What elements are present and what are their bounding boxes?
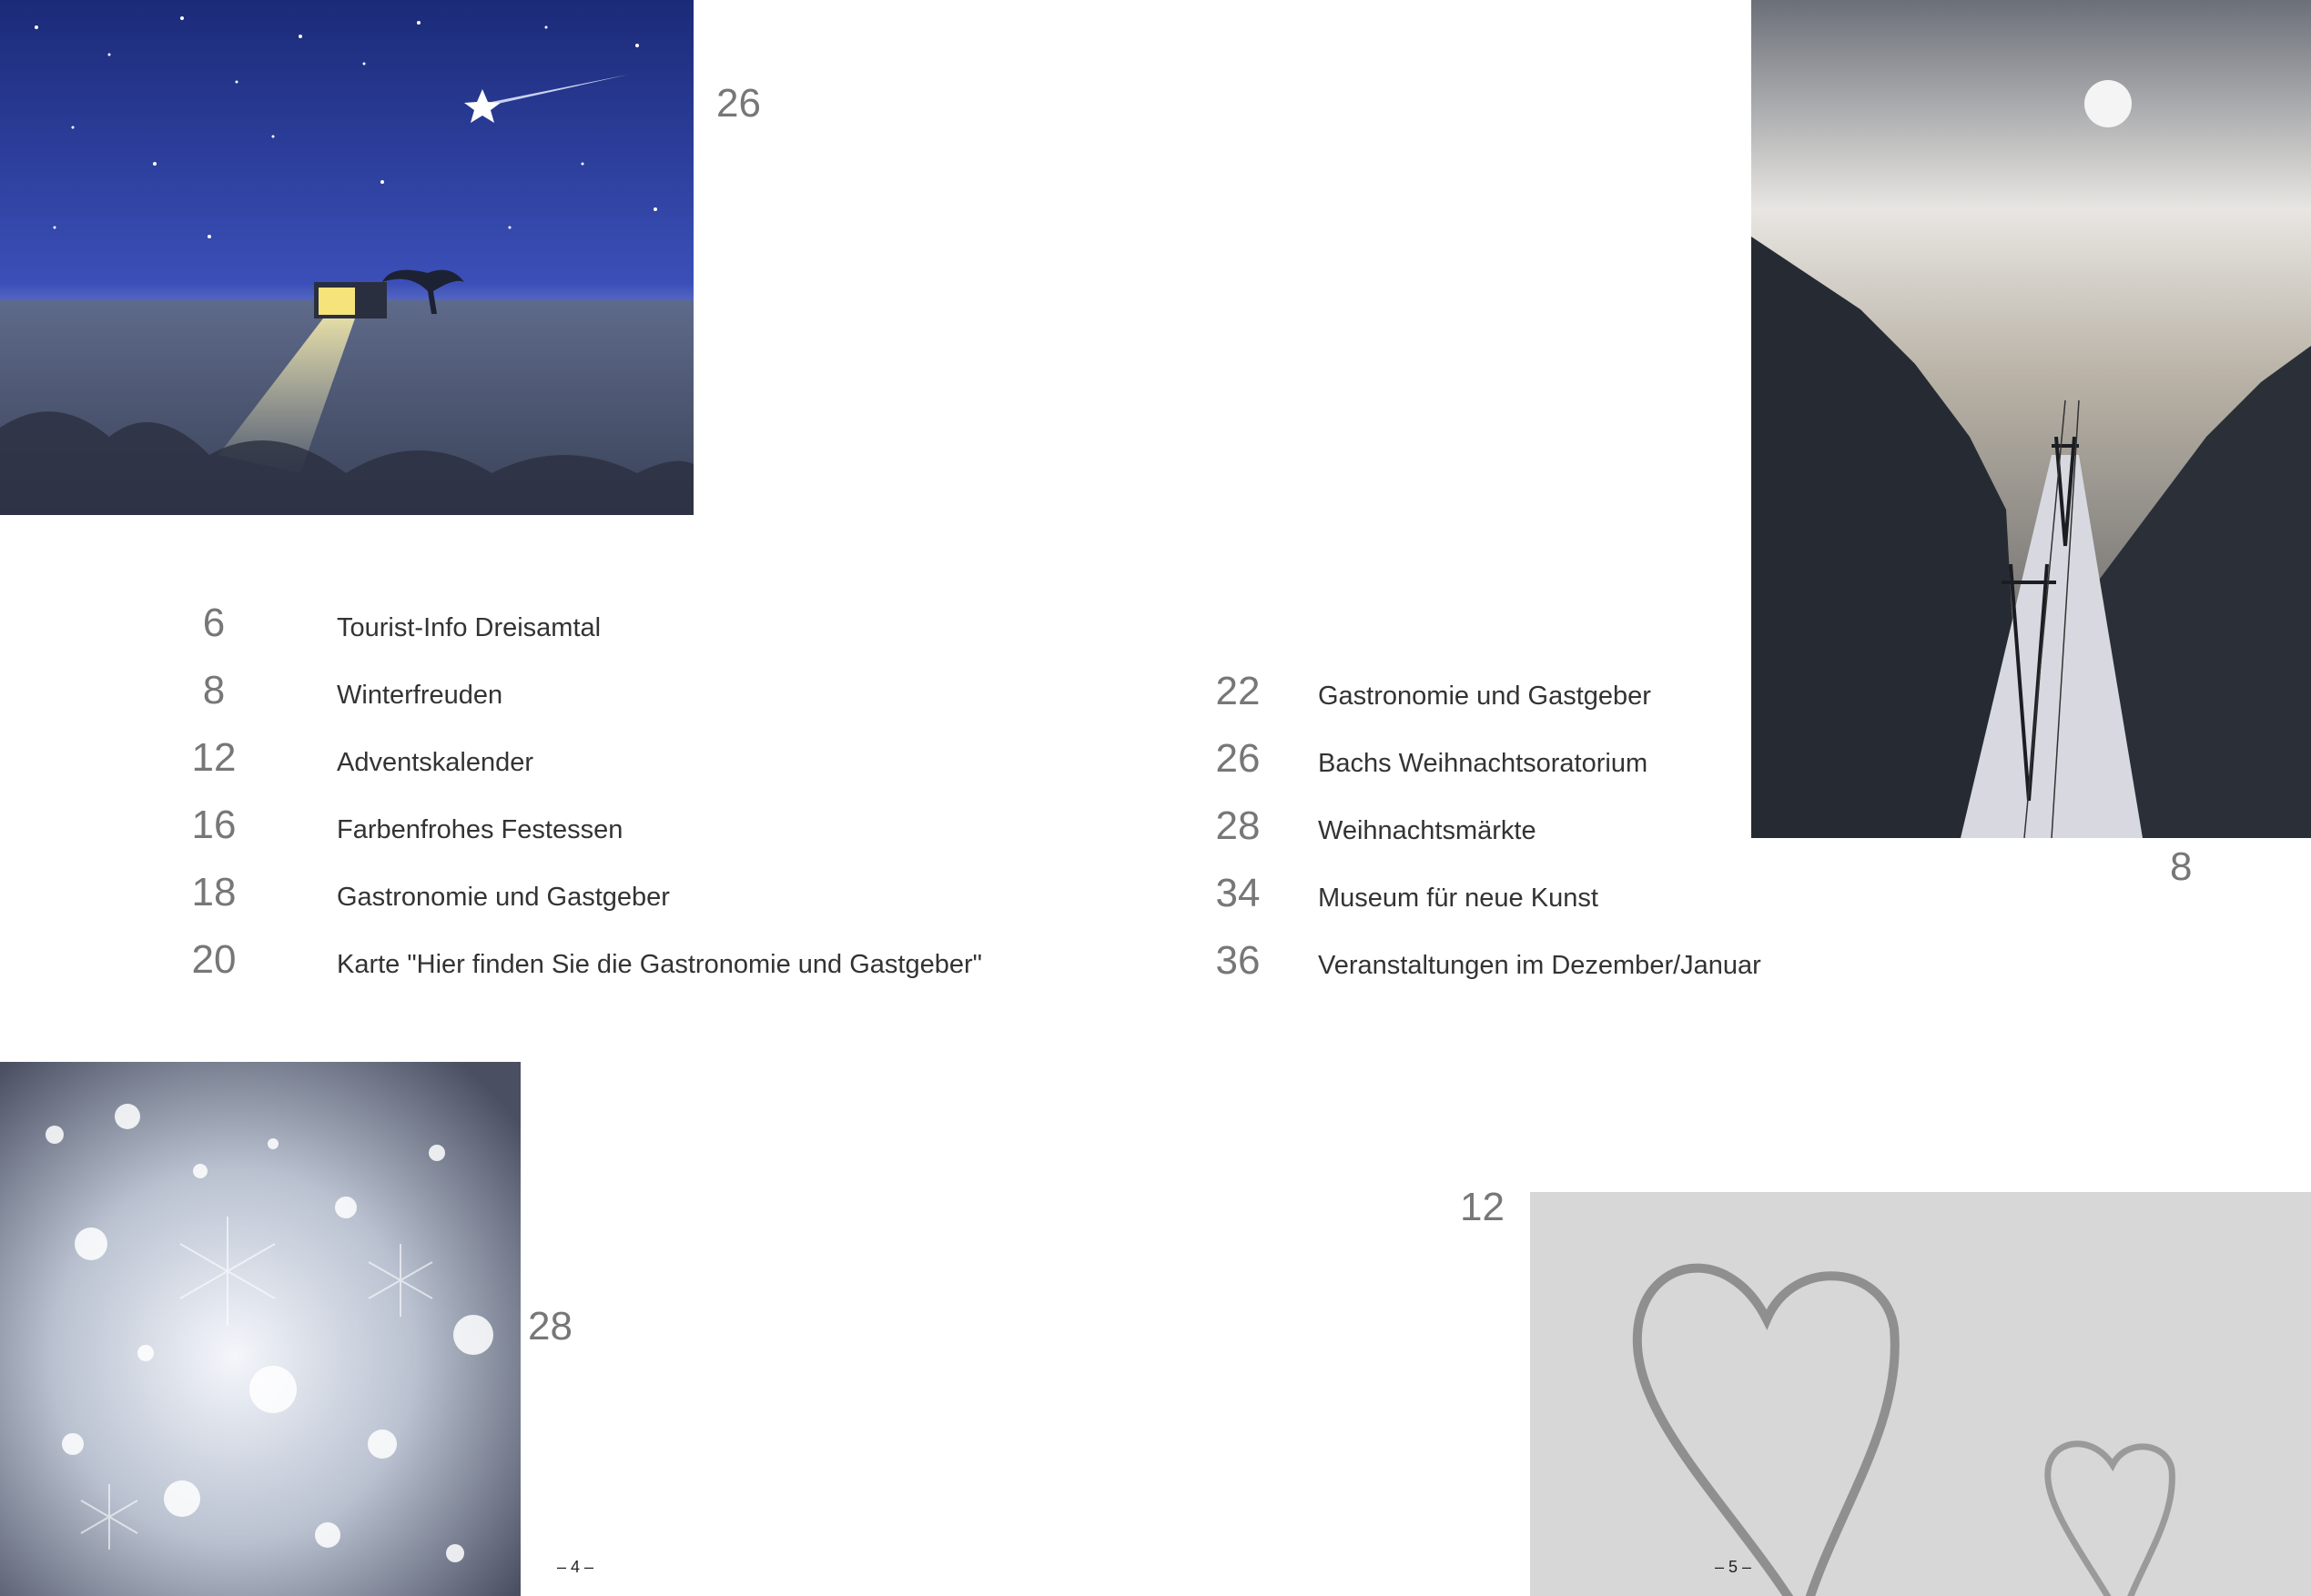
toc-title: Gastronomie und Gastgeber	[337, 883, 670, 912]
toc-title: Gastronomie und Gastgeber	[1318, 682, 1651, 711]
toc-page-number: 8	[202, 668, 226, 712]
toc-title: Tourist-Info Dreisamtal	[337, 613, 602, 642]
toc-page-number: 12	[191, 735, 237, 780]
image-ref-number: 12	[1460, 1185, 1505, 1229]
toc-entry[interactable]	[173, 870, 1083, 937]
toc-entry[interactable]	[1183, 871, 1775, 938]
toc-page-number: 16	[191, 803, 237, 847]
snow-heart-photo	[1530, 1192, 2311, 1596]
toc-page-number: 34	[1215, 871, 1261, 915]
toc-title: Karte "Hier finden Sie die Gastronomie und Gastgeber"	[337, 950, 982, 979]
toc-entry[interactable]	[1183, 803, 1775, 871]
page-number-right: – 5 –	[1715, 1558, 1752, 1576]
toc-entry[interactable]	[173, 601, 1083, 668]
toc-entry[interactable]	[1183, 938, 1775, 1005]
toc-title: Farbenfrohes Festessen	[337, 815, 623, 844]
toc-title: Adventskalender	[337, 748, 534, 777]
toc-entry[interactable]	[1183, 736, 1775, 803]
toc-title: Weihnachtsmärkte	[1318, 816, 1536, 845]
toc-title: Veranstaltungen im Dezember/Januar	[1318, 951, 1761, 980]
toc-right-column	[1183, 669, 1775, 1005]
toc-page-number: 18	[191, 870, 237, 914]
toc-page-number: 22	[1215, 669, 1261, 713]
page-number-left: – 4 –	[557, 1558, 594, 1576]
image-ref-number: 28	[528, 1304, 573, 1349]
toc-title: Winterfreuden	[337, 681, 503, 710]
toc-title: Museum für neue Kunst	[1318, 884, 1598, 913]
image-ref-number: 26	[716, 81, 761, 126]
cable-car-forest-photo	[1751, 0, 2311, 838]
image-ref-number: 8	[2170, 844, 2193, 889]
toc-page-number: 28	[1215, 803, 1261, 848]
toc-entry[interactable]	[173, 803, 1083, 870]
toc-entry[interactable]	[1183, 669, 1775, 736]
toc-page-number: 26	[1215, 736, 1261, 781]
toc-entry[interactable]	[173, 735, 1083, 803]
toc-page-number: 20	[191, 937, 237, 982]
toc-entry[interactable]	[173, 937, 1083, 1005]
toc-title: Bachs Weihnachtsoratorium	[1318, 749, 1648, 778]
toc-page-number: 36	[1215, 938, 1261, 983]
snowflakes-photo	[0, 1062, 521, 1596]
toc-left-column	[173, 601, 1083, 1005]
toc-entry[interactable]	[173, 668, 1083, 735]
toc-page-number: 6	[202, 601, 226, 645]
night-sky-illustration	[0, 0, 694, 515]
